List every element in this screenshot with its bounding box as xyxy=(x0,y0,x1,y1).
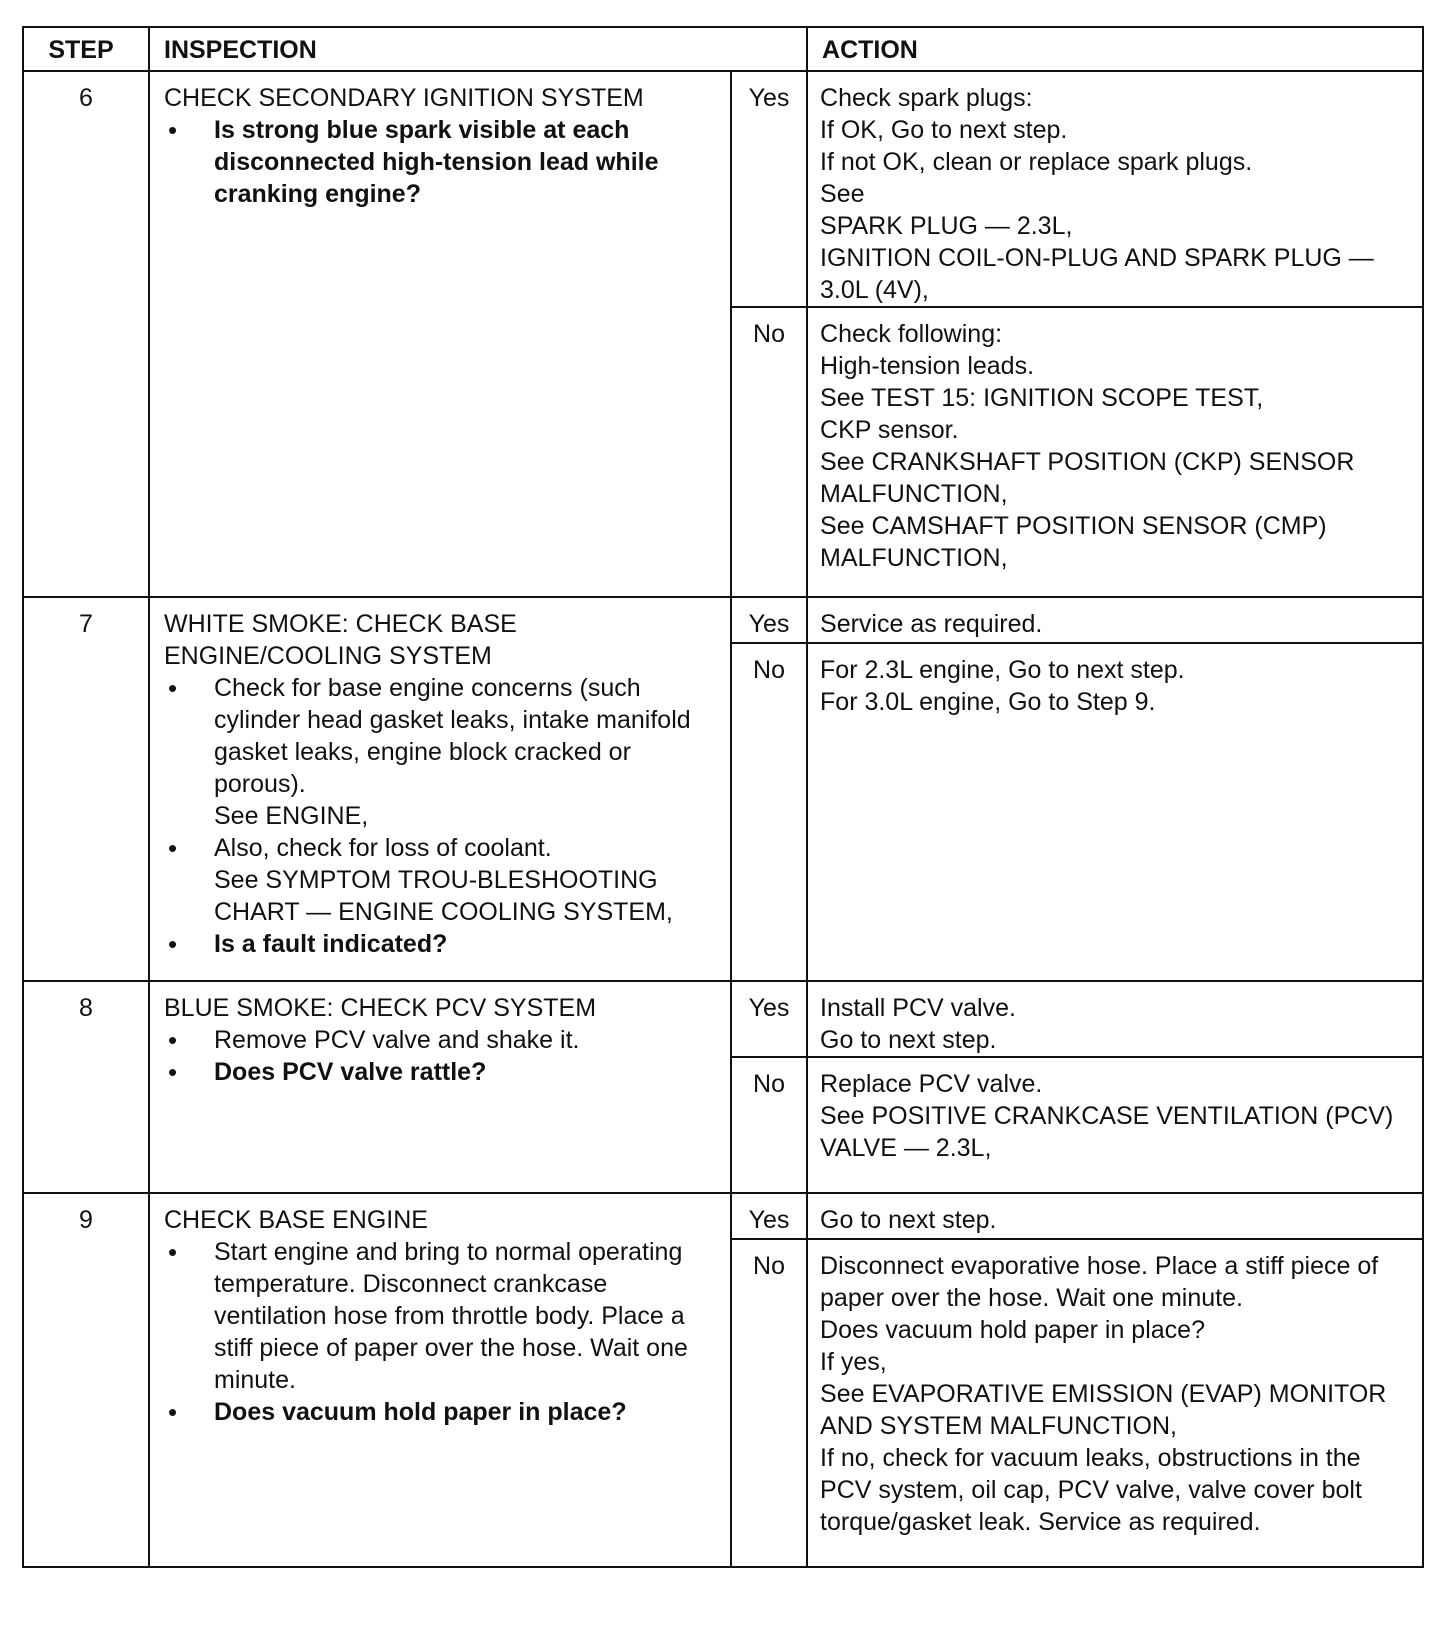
bullet-text: • Is a fault indicated? xyxy=(214,930,448,958)
step-row-yes xyxy=(23,71,1423,307)
header-inspection: INSPECTION xyxy=(149,27,807,71)
action-line: Install PCV valve. xyxy=(820,994,1016,1022)
inspection-bullets xyxy=(164,1024,718,1088)
inspection-bullet xyxy=(164,928,718,960)
bullet-text: • Start engine and bring to normal operating temperature. Disconnect crankcase ventilation hose from throttle body. Place a stiff piece of paper over the hose. Wait one minute. xyxy=(214,1238,688,1394)
step-row-yes xyxy=(23,597,1423,643)
action-yes xyxy=(807,71,1423,307)
step-number: 6 xyxy=(23,71,149,597)
inspection-cell xyxy=(149,1193,731,1567)
step-number: 8 xyxy=(23,981,149,1193)
action-line: CKP sensor. xyxy=(820,416,959,444)
inspection-bullets xyxy=(164,1236,718,1428)
action-line: See CRANKSHAFT POSITION (CKP) SENSOR MALFUNCTION, xyxy=(820,448,1355,508)
inspection-bullet xyxy=(164,1024,718,1056)
inspection-title: CHECK SECONDARY IGNITION SYSTEM xyxy=(164,84,644,112)
answer-no: No xyxy=(731,643,807,981)
step-number: 9 xyxy=(23,1193,149,1567)
step-row-yes xyxy=(23,1193,1423,1239)
inspection-bullet xyxy=(164,832,718,928)
answer-yes: Yes xyxy=(731,1193,807,1239)
inspection-cell xyxy=(149,71,731,597)
action-no xyxy=(807,1057,1423,1193)
answer-no: No xyxy=(731,1057,807,1193)
bullet-text: • Check for base engine concerns (such cylinder head gasket leaks, intake manifold gasket leaks, engine block cracked or porous). xyxy=(214,674,691,798)
action-no xyxy=(807,307,1423,597)
action-yes xyxy=(807,597,1423,643)
inspection-bullet xyxy=(164,1396,718,1428)
header-action: ACTION xyxy=(807,27,1423,71)
action-line: Replace PCV valve. xyxy=(820,1070,1043,1098)
bullet-reference: See ENGINE, xyxy=(214,802,369,830)
diagnostic-table xyxy=(22,26,1424,1568)
inspection-bullet xyxy=(164,114,718,210)
header-row xyxy=(23,27,1423,71)
bullet-text: • Remove PCV valve and shake it. xyxy=(214,1026,580,1054)
bullet-text: • Does PCV valve rattle? xyxy=(214,1058,487,1086)
action-line: For 2.3L engine, Go to next step. xyxy=(820,656,1185,684)
inspection-cell xyxy=(149,597,731,981)
action-line: High-tension leads. xyxy=(820,352,1035,380)
inspection-bullet xyxy=(164,1236,718,1396)
action-line: Service as required. xyxy=(820,610,1043,638)
action-line: See CAMSHAFT POSITION SENSOR (CMP) MALFUNCTION, xyxy=(820,512,1327,572)
bullet-text: • Is strong blue spark visible at each disconnected high-tension lead while cranking engine? xyxy=(214,116,659,208)
inspection-title: CHECK BASE ENGINE xyxy=(164,1206,428,1234)
bullet-text: • Also, check for loss of coolant. xyxy=(214,834,552,862)
action-line: Check spark plugs: xyxy=(820,84,1033,112)
bullet-text: • Does vacuum hold paper in place? xyxy=(214,1398,627,1426)
action-line: Does vacuum hold paper in place? xyxy=(820,1316,1205,1344)
action-line: Check following: xyxy=(820,320,1003,348)
action-line: If no, check for vacuum leaks, obstructions in the PCV system, oil cap, PCV valve, valve cover bolt torque/gasket leak. Service as required. xyxy=(820,1444,1362,1536)
inspection-cell xyxy=(149,981,731,1193)
action-line: Disconnect evaporative hose. Place a stiff piece of paper over the hose. Wait one minute. xyxy=(820,1252,1379,1312)
action-no xyxy=(807,1239,1423,1567)
answer-no: No xyxy=(731,307,807,597)
answer-yes: Yes xyxy=(731,71,807,307)
answer-yes: Yes xyxy=(731,981,807,1057)
header-step: STEP xyxy=(23,27,149,71)
inspection-bullet xyxy=(164,672,718,832)
action-line: If OK, Go to next step. xyxy=(820,116,1068,144)
action-line: See xyxy=(820,180,865,208)
answer-yes: Yes xyxy=(731,597,807,643)
inspection-title: WHITE SMOKE: CHECK BASE ENGINE/COOLING SYSTEM xyxy=(164,610,517,670)
action-line: If yes, xyxy=(820,1348,887,1376)
inspection-bullets xyxy=(164,114,718,210)
action-yes xyxy=(807,1193,1423,1239)
inspection-bullet xyxy=(164,1056,718,1088)
answer-no: No xyxy=(731,1239,807,1567)
action-line: See TEST 15: IGNITION SCOPE TEST, xyxy=(820,384,1264,412)
action-line: For 3.0L engine, Go to Step 9. xyxy=(820,688,1156,716)
action-line: SPARK PLUG — 2.3L, xyxy=(820,212,1073,240)
bullet-reference: See SYMPTOM TROU-BLESHOOTING CHART — ENGINE COOLING SYSTEM, xyxy=(214,866,673,926)
action-line: Go to next step. xyxy=(820,1206,997,1234)
action-line: IGNITION COIL-ON-PLUG AND SPARK PLUG — 3.0L (4V), xyxy=(820,244,1374,304)
inspection-title: BLUE SMOKE: CHECK PCV SYSTEM xyxy=(164,994,597,1022)
inspection-bullets xyxy=(164,672,718,960)
action-yes xyxy=(807,981,1423,1057)
action-line: If not OK, clean or replace spark plugs. xyxy=(820,148,1253,176)
action-line: See EVAPORATIVE EMISSION (EVAP) MONITOR AND SYSTEM MALFUNCTION, xyxy=(820,1380,1387,1440)
step-row-yes xyxy=(23,981,1423,1057)
action-line: See POSITIVE CRANKCASE VENTILATION (PCV) VALVE — 2.3L, xyxy=(820,1102,1394,1162)
action-no xyxy=(807,643,1423,981)
action-line: Go to next step. xyxy=(820,1026,997,1054)
step-number: 7 xyxy=(23,597,149,981)
